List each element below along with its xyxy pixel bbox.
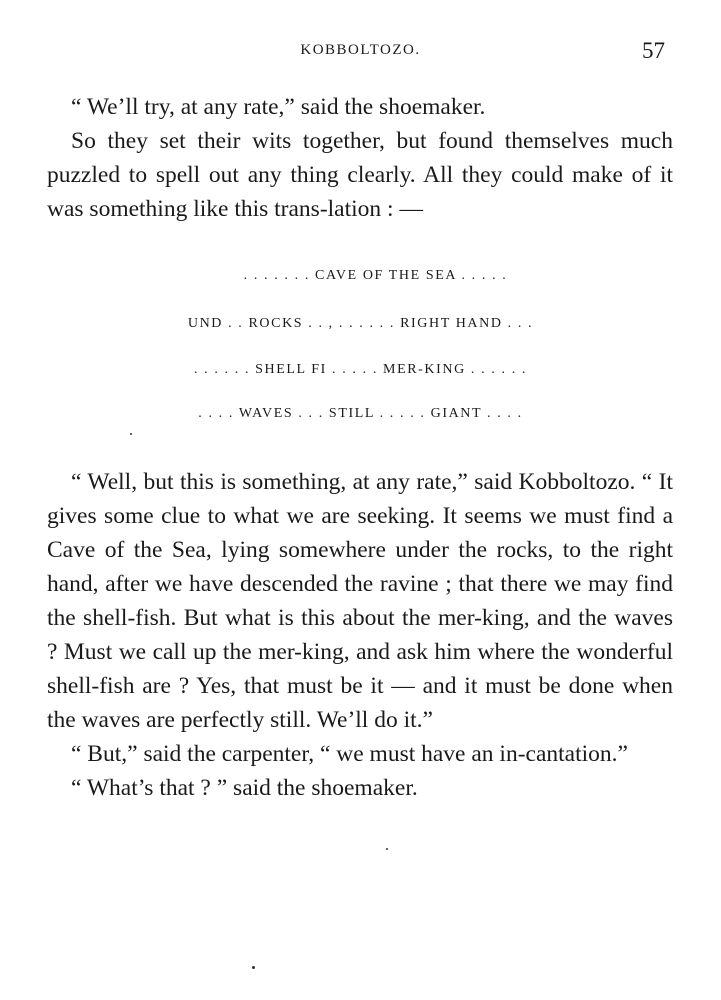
ink-speck — [252, 966, 255, 969]
paragraph: So they set their wits together, but found themselves much puzzled to spell out any thing clearly. All they could make of it was something like this trans-lation : — — [47, 128, 673, 222]
paragraph: “ We’ll try, at any rate,” said the shoemaker. — [71, 94, 486, 120]
translation-line: UND . . ROCKS . . , . . . . . . RIGHT HAND . . . — [187, 316, 534, 331]
text-block-top — [47, 90, 673, 226]
translation-line: . . . . . . . CAVE OF THE SEA . . . . . — [243, 268, 508, 283]
page-number: 57 — [642, 38, 665, 63]
running-title: KOBBOLTOZO. — [300, 42, 421, 58]
paragraph: “ What’s that ? ” said the shoemaker. — [71, 775, 418, 801]
paragraph: “ Well, but this is something, at any rate,” said Kobboltozo. “ It gives some clue to what we are seeking. It seems we must find a Cave of the Sea, lying somewhere under the rocks, to the right hand, after we have descended the ravine ; that there we may find the shell-fish. But what is this about the mer-king, and the waves ? Must we call up the mer-king, and ask him where the wonderful shell-fish are ? Yes, that must be it — and it must be done when the waves are perfectly still. We’ll do it.” — [47, 469, 673, 733]
translation-line: . . . . WAVES . . . STILL . . . . . GIANT . . . . — [198, 406, 523, 421]
text-block-bottom — [47, 465, 673, 805]
ink-speck — [130, 433, 132, 435]
paragraph: “ But,” said the carpenter, “ we must have an in-cantation.” — [71, 741, 628, 767]
running-head — [0, 38, 721, 68]
translation-line: . . . . . . SHELL FI . . . . . MER-KING . . . . . . — [193, 362, 528, 377]
ink-speck — [386, 848, 388, 850]
